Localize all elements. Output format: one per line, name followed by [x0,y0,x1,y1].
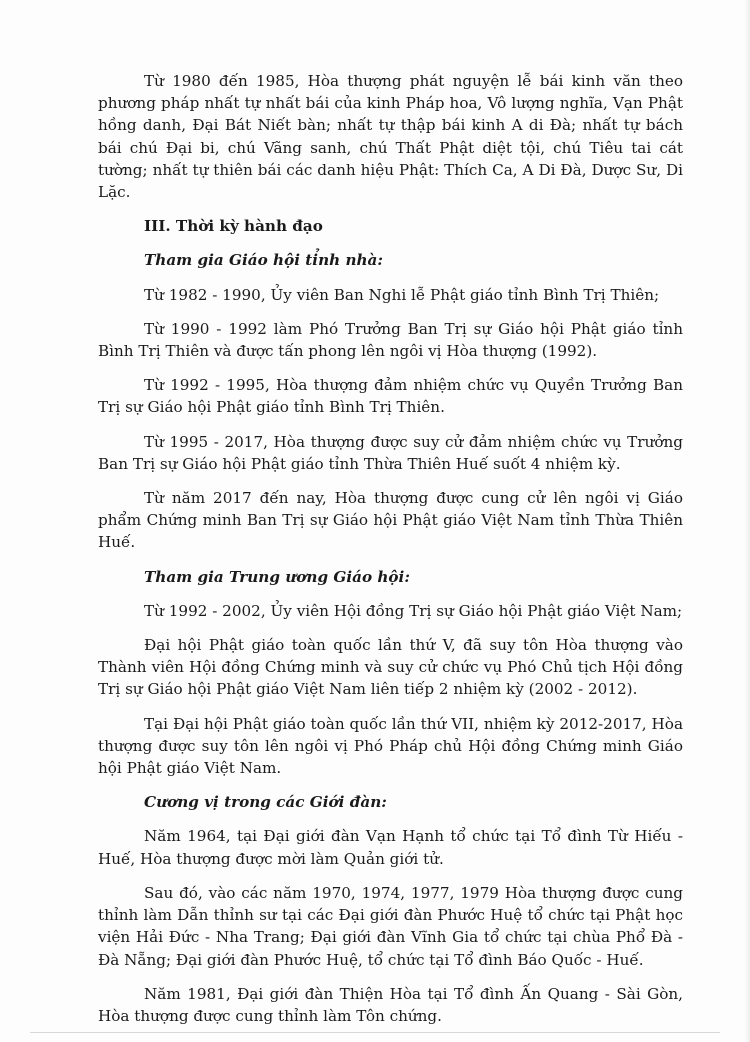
paragraph-1970-1979: Sau đó, vào các năm 1970, 1974, 1977, 1979 Hòa thượng được cung thỉnh làm Dẫn thỉnh sư tại các Đại giới đàn Phước Huệ tổ chức tại Phật học viện Hải Đức - Nha Trang; Đại giới đàn Vĩnh Gia tổ chức tại chùa Phổ Đà - Đà Nẵng; Đại giới đàn Phước Huệ, tổ chức tại Tổ đình Báo Quốc - Huế. [98,883,683,969]
subheading-provincial-text: Tham gia Giáo hội tỉnh nhà [144,251,378,270]
subheading-ordination: Cương vị trong các Giới đàn: [144,793,387,812]
page-edge-shadow [744,0,750,1042]
subheading-central: Tham gia Trung ương Giáo hội: [144,567,410,586]
bottom-divider [30,1032,720,1033]
paragraph-2017: Từ năm 2017 đến nay, Hòa thượng được cung cử lên ngôi vị Giáo phẩm Chứng minh Ban Trị sự Giáo hội Phật giáo Việt Nam tỉnh Thừa Thiên Huế. [98,489,683,552]
paragraph-worship-practice: Từ 1980 đến 1985, Hòa thượng phát nguyện lễ bái kinh văn theo phương pháp nhất tự nhất bái của kinh Pháp hoa, Vô lượng nghĩa, Vạn Phật hồng danh, Đại Bát Niết bàn; nhất tự thập bái kinh A di Đà; nhất tự bách bái chú Đại bi, chú Vãng sanh, chú Thất Phật diệt tội, chú Tiêu tai cát tường; nhất tự thiên bái các danh hiệu Phật: Thích Ca, A Di Đà, Dược Sư, Di Lặc. [98,72,683,202]
paragraph-1992: Từ 1992 - 1995, Hòa thượng đảm nhiệm chức vụ Quyền Trưởng Ban Trị sự Giáo hội Phật giáo tỉnh Bình Trị Thiên. [98,376,683,417]
paragraph-1995: Từ 1995 - 2017, Hòa thượng được suy cử đảm nhiệm chức vụ Trưởng Ban Trị sự Giáo hội Phật giáo tỉnh Thừa Thiên Huế suốt 4 nhiệm kỳ. [98,432,683,473]
document-body [98,70,683,1039]
paragraph-1990: Từ 1990 - 1992 làm Phó Trưởng Ban Trị sự Giáo hội Phật giáo tỉnh Bình Trị Thiên và được tấn phong lên ngôi vị Hòa thượng (1992). [98,319,683,361]
paragraph-1964: Năm 1964, tại Đại giới đàn Vạn Hạnh tổ chức tại Tổ đình Từ Hiếu - Huế, Hòa thượng được mời làm Quản giới tử. [98,827,683,868]
paragraph-congress-vii: Tại Đại hội Phật giáo toàn quốc lần thứ VII, nhiệm kỳ 2012-2017, Hòa thượng được suy tôn lên ngôi vị Phó Pháp chủ Hội đồng Chứng minh Giáo hội Phật giáo Việt Nam. [98,714,683,778]
paragraph-1982: Từ 1982 - 1990, Ủy viên Ban Nghi lễ Phật giáo tỉnh Bình Trị Thiên; [144,285,660,304]
paragraph-1992-2002: Từ 1992 - 2002, Ủy viên Hội đồng Trị sự Giáo hội Phật giáo Việt Nam; [144,601,683,620]
subheading-provincial: Tham gia Giáo hội tỉnh nhà: [144,251,383,270]
section-heading: III. Thời kỳ hành đạo [144,217,323,236]
paragraph-congress-v: Đại hội Phật giáo toàn quốc lần thứ V, đã suy tôn Hòa thượng vào Thành viên Hội đồng Chứng minh và suy cử chức vụ Phó Chủ tịch Hội đồng Trị sự Giáo hội Phật giáo Việt Nam liên tiếp 2 nhiệm kỳ (2002 - 2012). [98,636,683,699]
subheading-central-text: Tham gia Trung ương Giáo hội [144,567,405,586]
paragraph-1981: Năm 1981, Đại giới đàn Thiện Hòa tại Tổ đình Ấn Quang - Sài Gòn, Hòa thượng được cung thỉnh làm Tôn chứng. [98,984,683,1025]
subheading-ordination-text: Cương vị trong các Giới đàn [144,793,382,812]
